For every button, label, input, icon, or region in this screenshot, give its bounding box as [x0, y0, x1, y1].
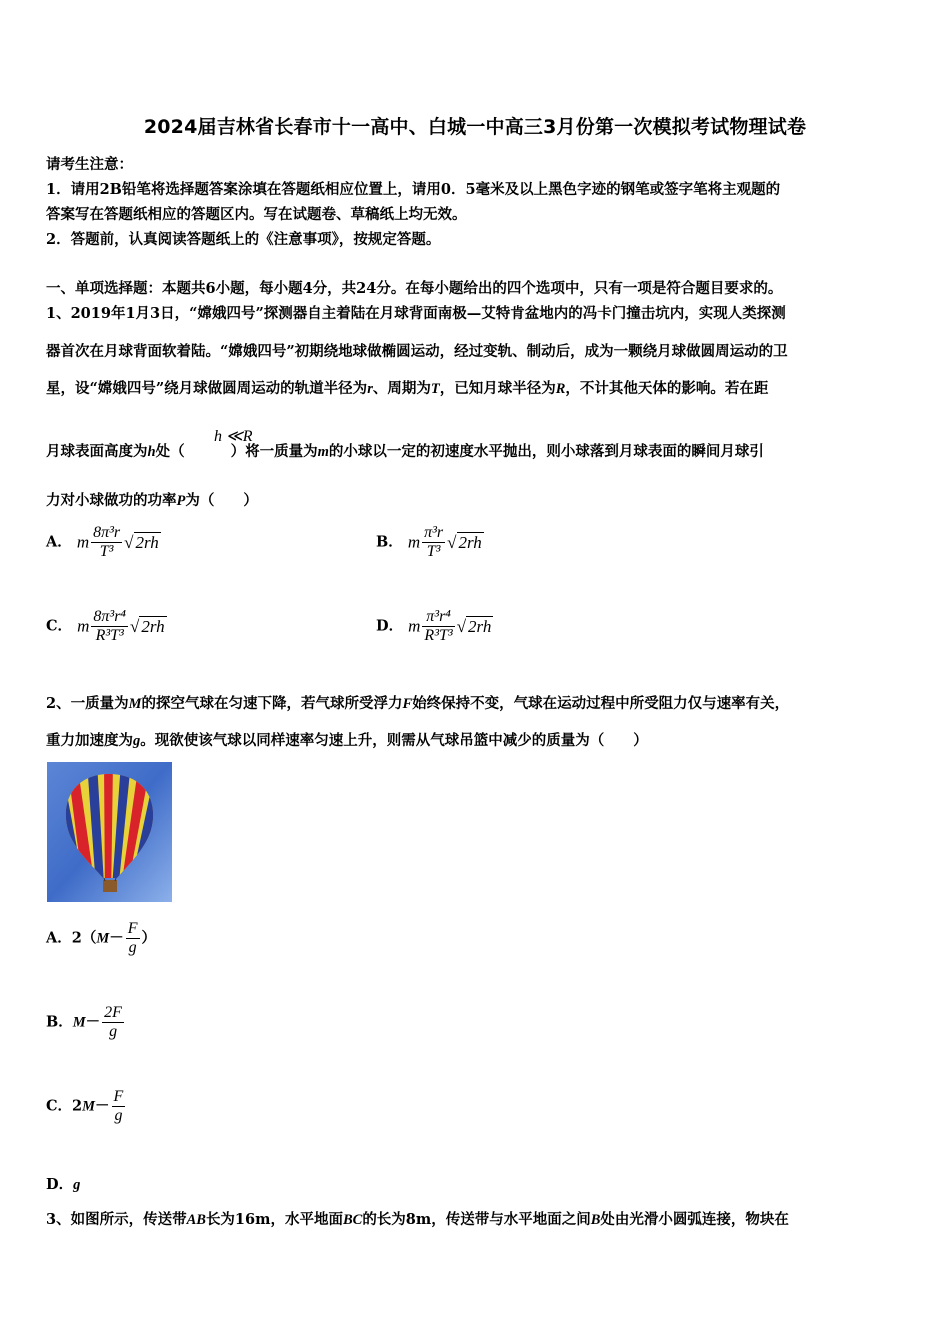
text: 重力加速度为	[46, 732, 133, 749]
numerator: π³r	[424, 524, 444, 541]
page-title: 2024届吉林省长春市十一高中、白城一中高三3月份第一次模拟考试物理试卷	[143, 116, 807, 138]
q3-line1	[46, 1208, 789, 1229]
numerator: F	[113, 1088, 124, 1105]
text: 的小球以一定的初速度水平抛出，则小球落到月球表面的瞬间月球引	[328, 443, 764, 460]
text: 始终保持不变，气球在运动过程中所受阻力仅与速率有关，	[412, 695, 790, 712]
q1-option-d[interactable]	[376, 608, 493, 645]
option-label: D．	[376, 617, 404, 635]
sqrt: √ 2rh	[130, 616, 165, 636]
option-label: C．	[46, 1097, 73, 1115]
text: ）将一质量为	[230, 443, 318, 460]
fraction	[112, 1088, 126, 1125]
var-m: m	[317, 444, 329, 460]
text: 为（ ）	[185, 492, 258, 509]
q2-option-c[interactable]	[46, 1088, 127, 1125]
fraction	[126, 920, 140, 957]
text: 力对小球做功的功率	[46, 492, 177, 509]
text: 星，设“嫦娥四号”绕月球做圆周运动的轨道半径为	[46, 380, 368, 397]
minus: －	[95, 1097, 110, 1115]
coef-m: m	[408, 616, 421, 636]
text: ，已知月球半径为	[439, 380, 556, 397]
coef-m: m	[407, 532, 421, 552]
fraction	[102, 1004, 124, 1041]
minus: －	[109, 929, 124, 947]
var-BC: BC	[342, 1212, 363, 1228]
coef-m: m	[76, 532, 90, 552]
fraction	[91, 608, 128, 645]
numerator: π³r⁴	[422, 608, 454, 627]
fraction	[422, 524, 445, 561]
var-AB: AB	[186, 1212, 206, 1228]
q2-option-d[interactable]	[46, 1173, 80, 1194]
sqrt: √ 2rh	[124, 532, 159, 552]
q1-option-c[interactable]	[46, 608, 167, 645]
var-h: h	[147, 444, 156, 460]
text: 。现欲使该气球以同样速率匀速上升，则需从气球吊篮中减少的质量为（ ）	[140, 732, 648, 749]
numerator: 8π³r⁴	[93, 608, 126, 625]
fraction	[422, 608, 454, 645]
option-label: C．	[46, 617, 73, 635]
radicand: 2rh	[135, 532, 159, 552]
var-g: g	[133, 733, 141, 749]
hot-air-balloon-image	[47, 762, 172, 902]
var-B: B	[590, 1212, 601, 1228]
text: 的探空气球在匀速下降，若气球所受浮力	[141, 695, 403, 712]
denominator: T³	[426, 543, 441, 560]
option-label: A．	[46, 929, 72, 947]
notice-item1-line2: 答案写在答题纸相应的答题区内。写在试题卷、草稿纸上均无效。	[46, 206, 467, 223]
fraction	[91, 524, 122, 561]
var-T: T	[430, 381, 440, 397]
var-F: F	[402, 696, 413, 712]
text: 、周期为	[372, 380, 431, 397]
var-P: P	[176, 493, 186, 509]
denominator: R³T³	[424, 627, 453, 644]
minus: －	[85, 1013, 101, 1031]
condition-h-much-less-R: h ≪R	[214, 428, 253, 445]
numerator: 2F	[104, 1004, 122, 1021]
q1-line1: 1、2019年1月3日，“嫦娥四号”探测器自主着陆在月球背面南极—艾特肯盆地内的冯卡门撞击坑内，实现人类探测	[46, 305, 786, 322]
q1-line5	[46, 489, 258, 510]
denominator: g	[114, 1107, 123, 1124]
sqrt: √ 2rh	[447, 532, 482, 552]
option-label: B．	[376, 533, 403, 551]
coef-m: m	[77, 616, 90, 636]
notice-item2: 2．答题前，认真阅读答题纸上的《注意事项》，按规定答题。	[46, 231, 441, 248]
sqrt: √ 2rh	[456, 616, 492, 636]
radicand: 2rh	[458, 532, 482, 552]
text: 3、如图所示，传送带	[46, 1211, 187, 1228]
denominator: g	[128, 939, 137, 956]
denominator: R³T³	[95, 627, 124, 644]
q2-option-b[interactable]	[46, 1004, 126, 1041]
var-M: M	[82, 1098, 96, 1115]
numerator: F	[127, 920, 138, 937]
q1-option-b[interactable]	[376, 524, 484, 561]
prefix: 2（	[71, 929, 97, 947]
denominator: T³	[99, 543, 114, 560]
var-g: g	[73, 1177, 81, 1193]
section-heading: 一、单项选择题：本题共6小题，每小题4分，共24分。在每小题给出的四个选项中，只有一项是符合题目要求的。	[46, 280, 783, 297]
prefix: 2	[72, 1097, 83, 1115]
text: 长为16m，水平地面	[205, 1211, 343, 1228]
numerator: 8π³r	[93, 524, 121, 541]
text: 2、一质量为	[46, 695, 129, 712]
suffix: ）	[141, 929, 157, 947]
q2-line2	[46, 729, 648, 750]
var-R: R	[555, 381, 566, 397]
var-r: r	[367, 381, 373, 397]
q1-option-a[interactable]	[46, 524, 161, 561]
text: 月球表面高度为	[46, 443, 148, 460]
q1-line4	[46, 440, 764, 461]
text: 处（	[155, 443, 185, 460]
notice-header: 请考生注意：	[46, 156, 133, 173]
option-label: B．	[46, 1013, 73, 1031]
notice-item1-line1: 1．请用2B铅笔将选择题答案涂填在答题纸相应位置上，请用0．5毫米及以上黑色字迹的钢笔或签字笔将主观题的	[46, 181, 781, 198]
text: 处由光滑小圆弧连接，物块在	[600, 1211, 789, 1228]
q1-line2: 器首次在月球背面软着陆。“嫦娥四号”初期绕地球做椭圆运动，经过变轨、制动后，成为一颗绕月球做圆周运动的卫	[46, 343, 788, 360]
option-label: A．	[46, 533, 72, 551]
denominator: g	[109, 1023, 118, 1040]
radicand: 2rh	[468, 616, 492, 636]
option-label: D．	[46, 1176, 74, 1193]
text: ，不计其他天体的影响。若在距	[565, 380, 769, 397]
radicand: 2rh	[141, 616, 165, 636]
text: 的长为8m，传送带与水平地面之间	[362, 1211, 591, 1228]
q2-option-a[interactable]	[46, 920, 156, 957]
var-M: M	[128, 696, 142, 712]
q1-line3	[46, 377, 768, 398]
var-M: M	[72, 1014, 86, 1031]
var-M: M	[96, 930, 110, 947]
q2-line1	[46, 692, 789, 713]
basket	[103, 880, 117, 892]
